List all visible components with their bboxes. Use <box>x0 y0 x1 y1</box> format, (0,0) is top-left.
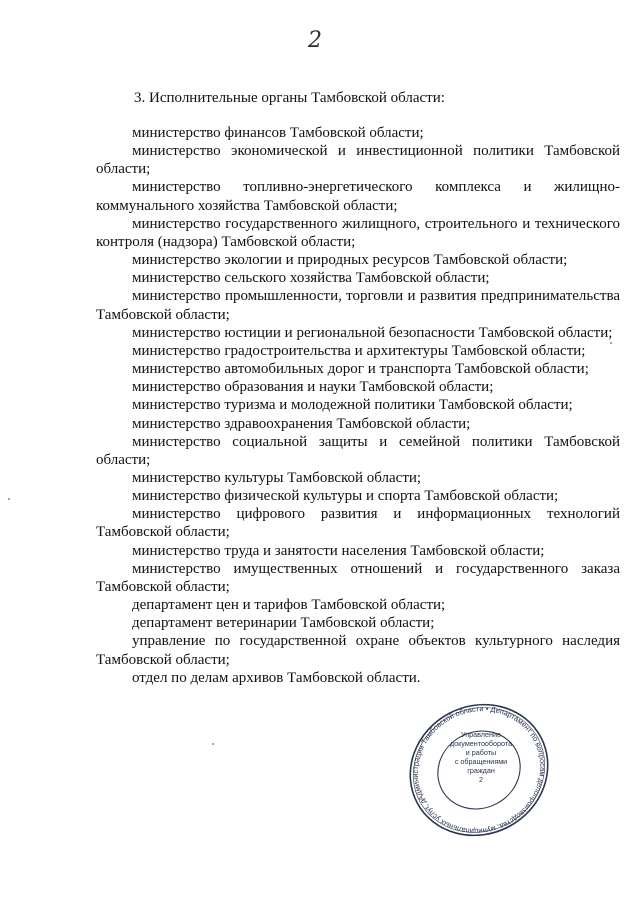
list-item: управление по государственной охране объектов культурного наследия Тамбовской области; <box>96 633 620 668</box>
list-item: министерство цифрового развития и информационных технологий Тамбовской области; <box>96 506 620 541</box>
list-item: отдел по делам архивов Тамбовской области. <box>132 669 421 686</box>
list-item: департамент цен и тарифов Тамбовской области; <box>132 597 446 614</box>
list-item: министерство юстиции и региональной безопасности Тамбовской области; <box>132 324 613 341</box>
list-item: министерство туризма и молодежной политики Тамбовской области; <box>132 397 573 414</box>
list-item: министерство образования и науки Тамбовской области; <box>132 379 494 396</box>
stamp-line: 2 <box>479 775 483 784</box>
stamp-line: граждан <box>467 766 495 775</box>
stamp-center-text <box>448 730 514 784</box>
official-stamp <box>404 700 554 840</box>
executive-bodies-list <box>96 124 620 687</box>
list-item: министерство труда и занятости населения Тамбовской области; <box>132 542 545 559</box>
list-item: министерство промышленности, торговли и развития предпринимательства Тамбовской области; <box>96 288 620 323</box>
section-heading: 3. Исполнительные органы Тамбовской области: <box>134 90 445 106</box>
stamp-outer-text: Администрация Тамбовской области • Департамент по вопросам делопроизводства, муниципальных услуг, документооборота <box>410 704 548 836</box>
list-item: министерство автомобильных дорог и транспорта Тамбовской области; <box>132 361 589 378</box>
list-item: министерство топливно-энергетического комплекса и жилищно-коммунального хозяйства Тамбовской области; <box>96 179 620 214</box>
scan-speck <box>610 342 612 344</box>
list-item: министерство имущественных отношений и государственного заказа Тамбовской области; <box>96 560 620 595</box>
stamp-line: документооборота <box>449 739 513 748</box>
stamp-line: Управление <box>461 730 501 739</box>
list-item: министерство градостроительства и архитектуры Тамбовской области; <box>132 342 586 359</box>
list-item: департамент ветеринарии Тамбовской области; <box>132 615 435 632</box>
list-item: министерство физической культуры и спорта Тамбовской области; <box>132 488 559 505</box>
list-item: министерство государственного жилищного, строительного и технического контроля (надзора) Тамбовской области; <box>96 215 620 250</box>
list-item: министерство финансов Тамбовской области; <box>132 125 424 141</box>
list-item: министерство культуры Тамбовской области; <box>132 469 422 486</box>
list-item: министерство социальной защиты и семейной политики Тамбовской области; <box>96 433 620 468</box>
list-item: министерство экономической и инвестиционной политики Тамбовской области; <box>96 143 620 178</box>
page-number: 2 <box>308 28 322 53</box>
list-item: министерство здравоохранения Тамбовской области; <box>132 415 471 432</box>
scan-speck <box>8 498 10 500</box>
scan-speck <box>212 743 214 745</box>
stamp-line: с обращениями <box>454 757 508 766</box>
list-item: министерство сельского хозяйства Тамбовской области; <box>132 270 490 287</box>
stamp-line: и работы <box>465 748 497 757</box>
list-item: министерство экологии и природных ресурсов Тамбовской области; <box>132 252 568 269</box>
